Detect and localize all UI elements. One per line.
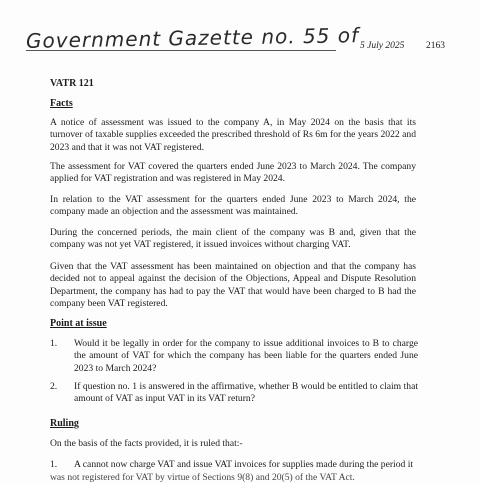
cut-off-line: was not registered for VAT by virtue of Sections 9(8) and 20(5) of the VAT Act. — [50, 472, 355, 483]
ruling-reference: VATR 121 — [50, 78, 94, 89]
issue-text: Would it be legally in order for the company to issue additional invoices to B to charge the amount of VAT for which the company has been liable for the quarters ended June 2023 to March 2024? — [74, 338, 418, 374]
handwritten-gazette-title: Government Gazette no. 55 of — [25, 23, 360, 53]
facts-paragraph-2: The assessment for VAT covered the quarters ended June 2023 to March 2024. The company applied for VAT registration and was registered in May 2024. — [50, 161, 416, 185]
issue-text: If question no. 1 is answered in the affirmative, whether B would be entitled to claim that amount of VAT as input VAT in its VAT return? — [74, 381, 418, 405]
facts-heading: Facts — [50, 98, 73, 109]
ruling-intro: On the basis of the facts provided, it is ruled that:- — [50, 438, 243, 449]
handwriting-underline — [26, 50, 336, 51]
issue-number: 1. — [50, 338, 58, 349]
facts-paragraph-5: Given that the VAT assessment has been maintained on objection and that the company has decided not to appeal against the decision of the Objections, Appeal and Dispute Resolution Department, the company has had to pay the VAT that would have been charged to B had the company been VAT registered. — [50, 261, 416, 310]
facts-paragraph-1: A notice of assessment was issued to the company A, in May 2024 on the basis that its turnover of taxable supplies exceeded the prescribed threshold of Rs 6m for the years 2022 and 2023 and that it was not VAT registered. — [50, 117, 416, 153]
facts-paragraph-3: In relation to the VAT assessment for the quarters ended June 2023 to March 2024, the company made an objection and the assessment was maintained. — [50, 194, 416, 218]
ruling-heading: Ruling — [50, 418, 79, 429]
page-number: 2163 — [426, 41, 445, 51]
gazette-date: 5 July 2025 — [360, 41, 405, 51]
issue-number: 2. — [50, 381, 58, 392]
facts-paragraph-4: During the concerned periods, the main client of the company was B and, given that the company was not yet VAT registered, it issued invoices without charging VAT. — [50, 227, 416, 251]
ruling-text: A cannot now charge VAT and issue VAT invoices for supplies made during the period it — [74, 459, 414, 470]
point-at-issue-heading: Point at issue — [50, 318, 107, 329]
ruling-number: 1. — [50, 459, 58, 470]
